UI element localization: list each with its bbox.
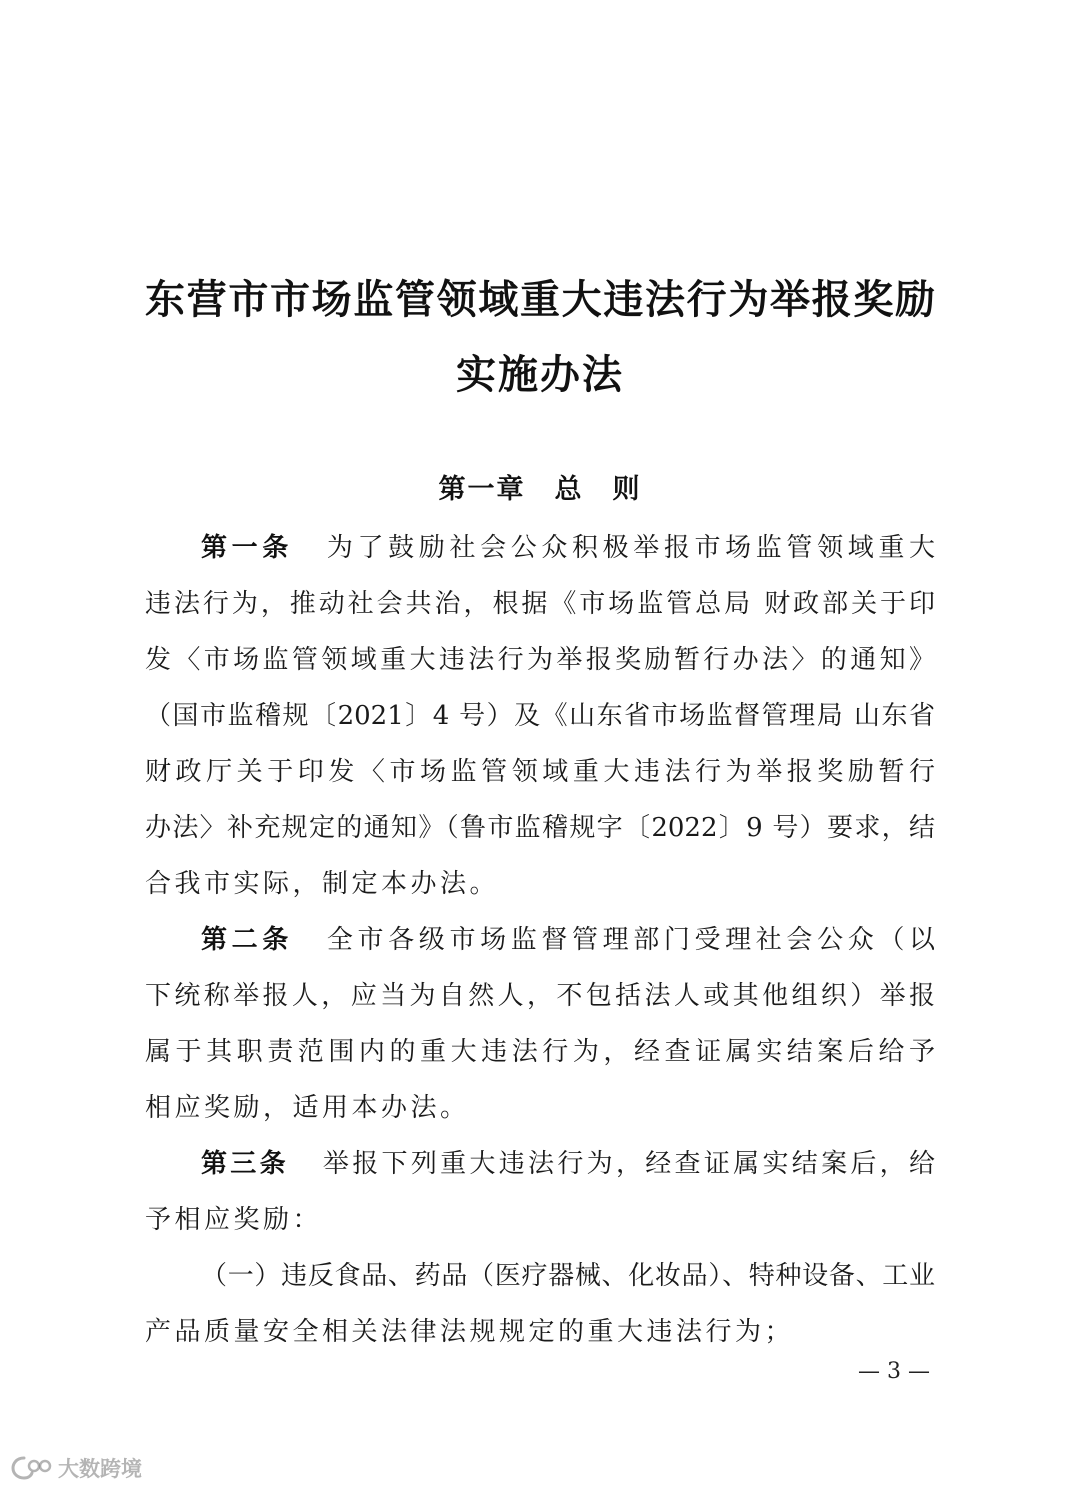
article-3-label: 第三条 bbox=[201, 1149, 289, 1179]
article-1-line-2: 违法行为，推动社会共治，根据《市场监管总局 财政部关于印 bbox=[145, 589, 935, 619]
article-1-first-text: 为了鼓励社会公众积极举报市场监管领域重大 bbox=[326, 533, 935, 563]
article-2-line-2: 下统称举报人，应当为自然人，不包括法人或其他组织）举报 bbox=[145, 981, 935, 1011]
article-3-line-2: 予相应奖励： bbox=[145, 1205, 323, 1235]
article-1-line-3: 发〈市场监管领域重大违法行为举报奖励暂行办法〉的通知》 bbox=[145, 645, 935, 675]
title-line-1: 东营市市场监管领域重大违法行为举报奖励 bbox=[145, 276, 935, 323]
title-line-2: 实施办法 bbox=[456, 351, 624, 398]
item-1-line-1: （一）违反食品、药品（医疗器械、化妆品）、特种设备、工业 bbox=[201, 1261, 935, 1291]
article-2-line-3: 属于其职责范围内的重大违法行为，经查证属实结案后给予 bbox=[145, 1037, 935, 1067]
page-number: — 3 — bbox=[858, 1359, 930, 1384]
article-1-line-4: （国市监稽规〔2021〕4 号）及《山东省市场监督管理局 山东省 bbox=[145, 701, 935, 731]
article-2-first-text: 全市各级市场监督管理部门受理社会公众（以 bbox=[326, 925, 935, 955]
article-2-label: 第二条 bbox=[201, 925, 293, 955]
article-1-label: 第一条 bbox=[201, 533, 293, 563]
watermark-text: 大数跨境 bbox=[58, 1457, 142, 1481]
article-2-line-1 bbox=[145, 912, 935, 968]
chapter-heading: 第一章 总 则 bbox=[438, 474, 642, 505]
article-1-line-7: 合我市实际，制定本办法。 bbox=[145, 869, 500, 899]
document-body bbox=[145, 520, 935, 1360]
item-1-line-2: 产品质量安全相关法律法规规定的重大违法行为； bbox=[145, 1317, 795, 1347]
swirl-logo-icon bbox=[10, 1454, 54, 1482]
article-1-line-1 bbox=[145, 520, 935, 576]
watermark bbox=[10, 1452, 142, 1484]
article-3-first-text: 举报下列重大违法行为，经查证属实结案后，给 bbox=[322, 1149, 935, 1179]
article-1-line-5: 财政厅关于印发〈市场监管领域重大违法行为举报奖励暂行 bbox=[145, 757, 935, 787]
article-2-line-4: 相应奖励，适用本办法。 bbox=[145, 1093, 470, 1123]
article-3-line-1 bbox=[145, 1136, 935, 1192]
article-1-line-6: 办法〉补充规定的通知》（鲁市监稽规字〔2022〕9 号）要求，结 bbox=[145, 813, 935, 843]
